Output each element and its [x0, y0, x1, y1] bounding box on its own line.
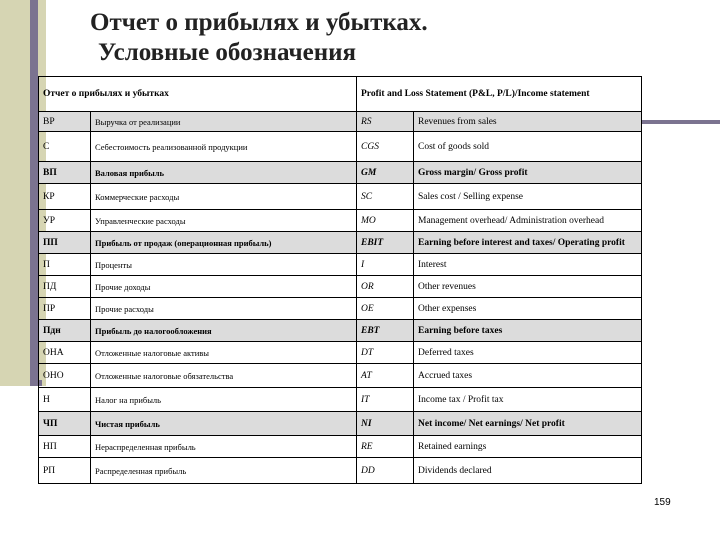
table-row: [39, 254, 642, 276]
table-row: [39, 298, 642, 320]
ru-name-cell: Чистая прибыль: [91, 412, 357, 436]
ru-name-cell: Коммерческие расходы: [91, 184, 357, 210]
en-abbreviation-cell: RE: [357, 436, 414, 458]
table-row: [39, 412, 642, 436]
en-name-cell: Interest: [414, 254, 642, 276]
ru-abbreviation-cell: РП: [39, 458, 91, 484]
en-abbreviation-cell: EBT: [357, 320, 414, 342]
en-abbreviation-cell: OR: [357, 276, 414, 298]
decorative-right-line: [640, 120, 720, 124]
ru-name-cell: Прочие доходы: [91, 276, 357, 298]
en-name-cell: Earning before interest and taxes/ Operating profit: [414, 232, 642, 254]
decorative-vertical-line: [30, 0, 38, 386]
ru-name-cell: Нераспределенная прибыль: [91, 436, 357, 458]
ru-name-cell: Валовая прибыль: [91, 162, 357, 184]
ru-abbreviation-cell: НП: [39, 436, 91, 458]
ru-abbreviation-cell: ВП: [39, 162, 91, 184]
en-abbreviation-cell: AT: [357, 364, 414, 388]
en-name-cell: Other expenses: [414, 298, 642, 320]
en-abbreviation-cell: DT: [357, 342, 414, 364]
table-row: [39, 276, 642, 298]
ru-abbreviation-cell: ПР: [39, 298, 91, 320]
table-row: [39, 320, 642, 342]
en-abbreviation-cell: DD: [357, 458, 414, 484]
ru-abbreviation-cell: ВР: [39, 112, 91, 132]
en-name-cell: Other revenues: [414, 276, 642, 298]
ru-name-cell: Выручка от реализации: [91, 112, 357, 132]
table-row: [39, 436, 642, 458]
table-row: [39, 232, 642, 254]
table-row: [39, 184, 642, 210]
ru-name-cell: Прочие расходы: [91, 298, 357, 320]
en-name-cell: Deferred taxes: [414, 342, 642, 364]
ru-name-cell: Прибыль до налогообложения: [91, 320, 357, 342]
ru-name-cell: Себестоимость реализованной продукции: [91, 132, 357, 162]
ru-abbreviation-cell: П: [39, 254, 91, 276]
ru-name-cell: Отложенные налоговые обязательства: [91, 364, 357, 388]
ru-name-cell: Управленческие расходы: [91, 210, 357, 232]
table-row: [39, 388, 642, 412]
en-name-cell: Income tax / Profit tax: [414, 388, 642, 412]
en-abbreviation-cell: I: [357, 254, 414, 276]
en-name-cell: Cost of goods sold: [414, 132, 642, 162]
page-title-line-1: Отчет о прибылях и убытках.: [90, 9, 428, 36]
ru-abbreviation-cell: КР: [39, 184, 91, 210]
ru-name-cell: Налог на прибыль: [91, 388, 357, 412]
en-abbreviation-cell: MO: [357, 210, 414, 232]
ru-name-cell: Распределенная прибыль: [91, 458, 357, 484]
page-number: 159: [654, 497, 671, 508]
en-name-cell: Gross margin/ Gross profit: [414, 162, 642, 184]
ru-name-cell: Проценты: [91, 254, 357, 276]
ru-abbreviation-cell: ЧП: [39, 412, 91, 436]
ru-abbreviation-cell: ОНО: [39, 364, 91, 388]
table-row: [39, 364, 642, 388]
en-abbreviation-cell: CGS: [357, 132, 414, 162]
ru-name-cell: Прибыль от продаж (операционная прибыль): [91, 232, 357, 254]
en-abbreviation-cell: SC: [357, 184, 414, 210]
ru-abbreviation-cell: Н: [39, 388, 91, 412]
ru-abbreviation-cell: ОНА: [39, 342, 91, 364]
en-name-cell: Sales cost / Selling expense: [414, 184, 642, 210]
table-row: [39, 132, 642, 162]
ru-abbreviation-cell: УР: [39, 210, 91, 232]
table-row: [39, 210, 642, 232]
legend-table: [38, 76, 642, 484]
en-name-cell: Retained earnings: [414, 436, 642, 458]
en-abbreviation-cell: GM: [357, 162, 414, 184]
en-name-cell: Revenues from sales: [414, 112, 642, 132]
en-name-cell: Management overhead/ Administration overhead: [414, 210, 642, 232]
en-abbreviation-cell: NI: [357, 412, 414, 436]
en-abbreviation-cell: RS: [357, 112, 414, 132]
en-abbreviation-cell: EBIT: [357, 232, 414, 254]
table-header-row: [39, 77, 642, 112]
table-row: [39, 342, 642, 364]
en-name-cell: Accrued taxes: [414, 364, 642, 388]
table-row: [39, 458, 642, 484]
en-abbreviation-cell: IT: [357, 388, 414, 412]
table-row: [39, 112, 642, 132]
header-en: Profit and Loss Statement (P&L, P/L)/Income statement: [357, 77, 642, 112]
ru-name-cell: Отложенные налоговые активы: [91, 342, 357, 364]
en-abbreviation-cell: OE: [357, 298, 414, 320]
ru-abbreviation-cell: ПП: [39, 232, 91, 254]
table-row: [39, 162, 642, 184]
en-name-cell: Dividends declared: [414, 458, 642, 484]
ru-abbreviation-cell: С: [39, 132, 91, 162]
en-name-cell: Earning before taxes: [414, 320, 642, 342]
header-ru: Отчет о прибылях и убытках: [39, 77, 357, 112]
ru-abbreviation-cell: Пдн: [39, 320, 91, 342]
page-title-line-2: Условные обозначения: [98, 39, 357, 66]
en-name-cell: Net income/ Net earnings/ Net profit: [414, 412, 642, 436]
ru-abbreviation-cell: ПД: [39, 276, 91, 298]
page-title: [90, 8, 650, 68]
